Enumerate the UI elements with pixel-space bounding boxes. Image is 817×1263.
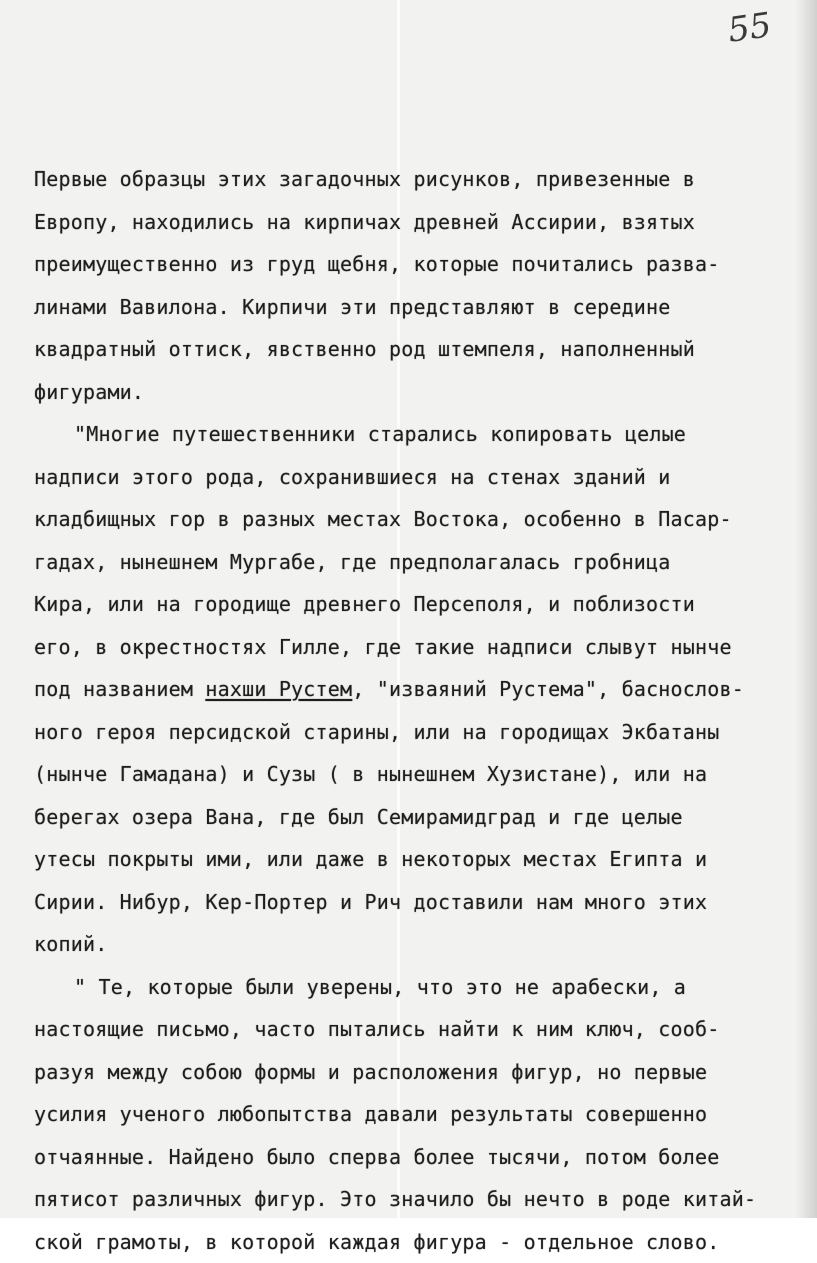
text-line: ской грамоты, в которой каждая фигура - отдельное слово. xyxy=(34,1221,804,1263)
text-line: надписи этого рода, сохранившиеся на стенах зданий и xyxy=(34,456,804,499)
text-segment: под названием xyxy=(34,677,205,701)
text-line: гадах, нынешнем Мургабе, где предполагалась гробница xyxy=(34,541,804,584)
text-line: линами Вавилона. Кирпичи эти представляют в середине xyxy=(34,286,804,329)
text-line: разуя между собою формы и расположения фигур, но первые xyxy=(34,1051,804,1094)
text-line: фигурами. xyxy=(34,371,804,414)
paragraph-2 xyxy=(34,413,804,966)
text-line: Кира, или на городище древнего Персеполя, и поблизости xyxy=(34,583,804,626)
text-line: (нынче Гамадана) и Сузы ( в нынешнем Хузистане), или на xyxy=(34,753,804,796)
text-segment: , "изваяний Рустема", баснослов- xyxy=(352,677,744,701)
text-line: отчаянные. Найдено было сперва более тысячи, потом более xyxy=(34,1136,804,1179)
text-line-with-underline xyxy=(34,668,804,711)
typewritten-text xyxy=(34,158,804,1263)
text-line: Первые образцы этих загадочных рисунков, привезенные в xyxy=(34,158,804,201)
text-line: "Многие путешественники старались копировать целые xyxy=(34,413,804,456)
text-line: квадратный оттиск, явственно род штемпеля, наполненный xyxy=(34,328,804,371)
underlined-term: нахши Рустем xyxy=(205,677,352,701)
text-line: Европу, находились на кирпичах древней Ассирии, взятых xyxy=(34,201,804,244)
text-line: пятисот различных фигур. Это значило бы нечто в роде китай- xyxy=(34,1178,804,1221)
paragraph-3 xyxy=(34,966,804,1263)
text-line: настоящие письмо, часто пытались найти к ним ключ, сооб- xyxy=(34,1008,804,1051)
text-line: копий. xyxy=(34,923,804,966)
paragraph-1 xyxy=(34,158,804,413)
text-line: кладбищных гор в разных местах Востока, особенно в Пасар- xyxy=(34,498,804,541)
page-number: 55 xyxy=(725,5,773,51)
text-line: утесы покрыты ими, или даже в некоторых местах Египта и xyxy=(34,838,804,881)
text-line: его, в окрестностях Гилле, где такие надписи слывут нынче xyxy=(34,626,804,669)
text-line: берегах озера Вана, где был Семирамидград и где целые xyxy=(34,796,804,839)
text-line: усилия ученого любопытства давали результаты совершенно xyxy=(34,1093,804,1136)
text-line: " Те, которые были уверены, что это не арабески, а xyxy=(34,966,804,1009)
text-line: преимущественно из груд щебня, которые почитались разва- xyxy=(34,243,804,286)
text-line: Сирии. Нибур, Кер-Портер и Рич доставили нам много этих xyxy=(34,881,804,924)
text-line: ного героя персидской старины, или на городищах Экбатаны xyxy=(34,711,804,754)
